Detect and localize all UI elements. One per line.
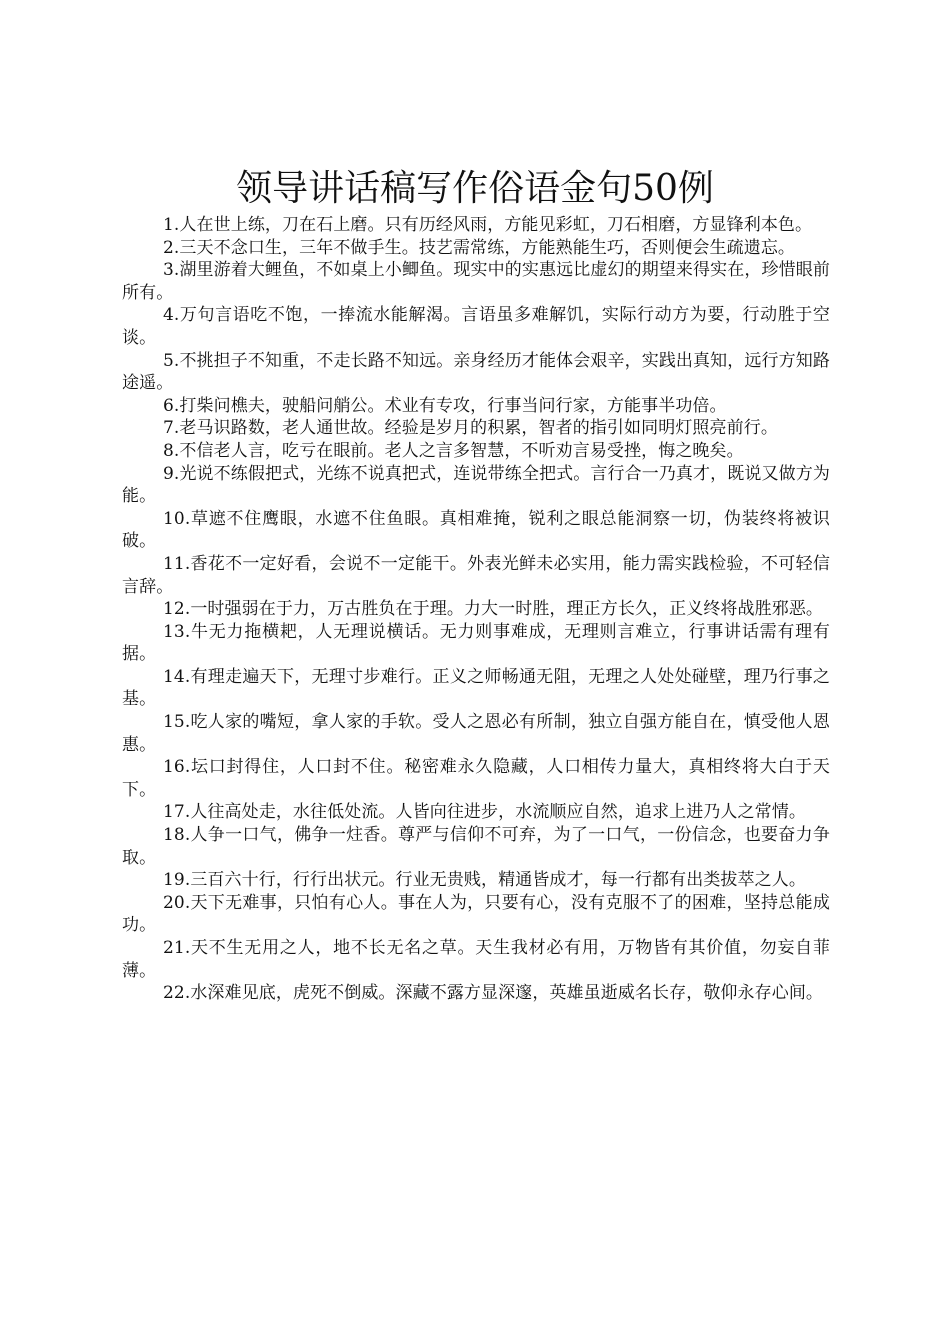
list-item: 18.人争一口气，佛争一炷香。尊严与信仰不可弃，为了一口气，一份信念，也要奋力争取。 bbox=[122, 825, 830, 868]
list-item: 8.不信老人言，吃亏在眼前。老人之言多智慧，不听劝言易受挫，悔之晚矣。 bbox=[163, 440, 744, 461]
list-item: 21.天不生无用之人，地不长无名之草。天生我材必有用，万物皆有其价值，勿妄自菲薄。 bbox=[122, 938, 830, 981]
list-item: 11.香花不一定好看，会说不一定能干。外表光鲜未必实用，能力需实践检验，不可轻信言辞。 bbox=[122, 553, 830, 597]
list-item: 13.牛无力拖横耙，人无理说横话。无力则事难成，无理则言难立，行事讲话需有理有据。 bbox=[122, 621, 830, 665]
list-item: 22.水深难见底，虎死不倒威。深藏不露方显深邃，英雄虽逝威名长存，敬仰永存心间。 bbox=[163, 983, 824, 1004]
document-body bbox=[122, 214, 830, 1005]
list-item: 5.不挑担子不知重，不走长路不知远。亲身经历才能体会艰辛，实践出真知，远行方知路途遥。 bbox=[122, 350, 830, 394]
list-item: 1.人在世上练，刀在石上磨。只有历经风雨，方能见彩虹，刀石相磨，方显锋利本色。 bbox=[163, 215, 813, 235]
list-item: 4.万句言语吃不饱，一捧流水能解渴。言语虽多难解饥，实际行动方为要，行动胜于空谈。 bbox=[122, 305, 830, 348]
list-item: 2.三天不念口生，三年不做手生。技艺需常练，方能熟能生巧，否则便会生疏遗忘。 bbox=[163, 237, 796, 258]
list-item: 7.老马识路数，老人通世故。经验是岁月的积累，智者的指引如同明灯照亮前行。 bbox=[163, 418, 778, 439]
list-item: 10.草遮不住鹰眼，水遮不住鱼眼。真相难掩，锐利之眼总能洞察一切，伪装终将被识破。 bbox=[122, 508, 830, 552]
list-item: 17.人往高处走，水往低处流。人皆向往进步，水流顺应自然，追求上进乃人之常情。 bbox=[163, 802, 806, 823]
list-item: 15.吃人家的嘴短，拿人家的手软。受人之恩必有所制，独立自强方能自在，慎受他人恩惠。 bbox=[122, 712, 830, 755]
list-item: 20.天下无难事，只怕有心人。事在人为，只要有心，没有克服不了的困难，坚持总能成功。 bbox=[122, 892, 830, 936]
list-item: 9.光说不练假把式，光练不说真把式，连说带练全把式。言行合一乃真才，既说又做方为能。 bbox=[122, 463, 830, 507]
list-item: 19.三百六十行，行行出状元。行业无贵贱，精通皆成才，每一行都有出类拔萃之人。 bbox=[163, 870, 806, 891]
list-item: 6.打柴问樵夫，驶船问艄公。术业有专攻，行事当问行家，方能事半功倍。 bbox=[163, 395, 727, 416]
list-item: 12.一时强弱在于力，万古胜负在于理。力大一时胜，理正方长久，正义终将战胜邪恶。 bbox=[163, 599, 824, 620]
list-item: 3.湖里游着大鲤鱼，不如桌上小鲫鱼。现实中的实惠远比虚幻的期望来得实在，珍惜眼前所有。 bbox=[122, 260, 830, 303]
list-item: 14.有理走遍天下，无理寸步难行。正义之师畅通无阻，无理之人处处碰壁，理乃行事之基。 bbox=[122, 666, 830, 710]
page-title: 领导讲话稿写作俗语金句50例 bbox=[236, 168, 714, 209]
list-item: 16.坛口封得住，人口封不住。秘密难永久隐藏，人口相传力量大，真相终将大白于天下。 bbox=[122, 757, 830, 800]
